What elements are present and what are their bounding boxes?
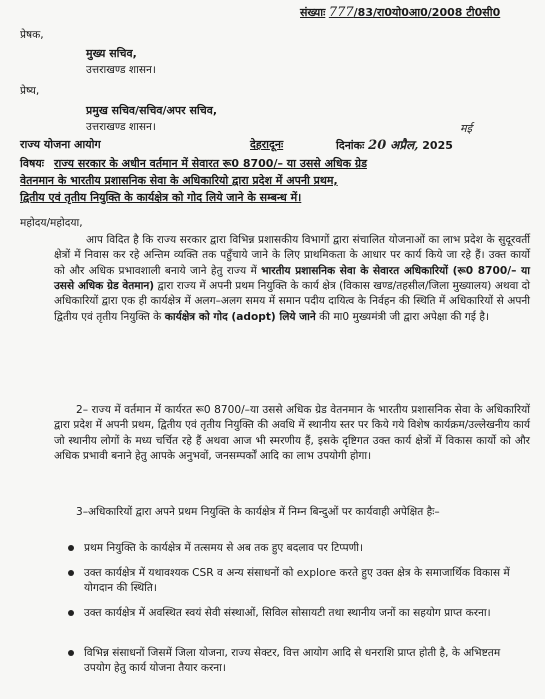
ref-handwritten: 777 bbox=[328, 5, 354, 20]
bullet-dot-icon bbox=[68, 570, 74, 576]
paragraph-3: 3–अधिकारियों द्वारा अपने प्रथम नियुक्ति के कार्यक्षेत्र में निम्न बिन्दुओं पर कार्यवाही अपेक्षित हैः– bbox=[76, 506, 440, 518]
bullet-dot-icon bbox=[68, 610, 74, 616]
recipient-label: प्रेष्य, bbox=[20, 85, 40, 97]
sender-org: उत्तराखण्ड शासन। bbox=[86, 64, 156, 76]
sender-title: मुख्य सचिव, bbox=[86, 47, 137, 60]
recipient-title: प्रमुख सचिव/सचिव/अपर सचिव, bbox=[86, 104, 218, 117]
date bbox=[336, 137, 453, 156]
bullet-item-3: उक्त कार्यक्षेत्र में अवस्थित स्वयं सेवी संस्थाओं, सिविल सोसायटी तथा स्थानीय जनों का सहयोग प्राप्त करना। bbox=[84, 606, 530, 621]
date-day: 20 bbox=[368, 138, 387, 153]
subject-line-3: द्वितीय एवं तृतीय नियुक्ति के कार्यक्षेत्र को गोद लिये जाने के सम्बन्ध में। bbox=[20, 191, 302, 204]
bullet-item-4: विभिन्न संसाधनों जिसमें जिला योजना, राज्य सेक्टर, वित्त आयोग आदि से धनराशि प्राप्त होती है, के अभिष्टतम उपयोग हेतु कार्य योजना तैयार करना। bbox=[84, 646, 530, 677]
department: राज्य योजना आयोग bbox=[20, 138, 101, 151]
bullet-item-1: प्रथम नियुक्ति के कार्यक्षेत्र में तत्समय से अब तक हुए बदलाव पर टिप्पणी। bbox=[84, 541, 530, 556]
ref-rest: /83/रा0यो0आ0/2008 टी0सी0 bbox=[353, 6, 501, 19]
para1-bold-2: कार्यक्षेत्र को गोद (adopt) लिये जाने bbox=[164, 310, 316, 323]
para1-text-2: द्वारा राज्य में अपनी प्रथम नियुक्ति के कार्य क्षेत्र (विकास खण्ड/तहसील/जिला मुख्यालय) अथवा दो अधिकारियों द्वारा एक ही कार्यक्षेत्र में अलग–अलग समय में समान पदीय दायित्व के निर्वहन की स्थिति में अधिकारियों से अपनी द्वितीय एवं तृतीय नियुक्ति के bbox=[54, 280, 530, 323]
reference-number bbox=[300, 4, 500, 23]
ref-label: संख्याः bbox=[300, 6, 326, 19]
bullet-dot-icon bbox=[68, 650, 74, 656]
date-handwritten-above: मई bbox=[460, 122, 472, 135]
sender-label: प्रेषक, bbox=[20, 29, 44, 41]
date-year: 2025 bbox=[422, 139, 453, 152]
subject-line-2: वेतनमान के भारतीय प्रशासनिक सेवा के अधिकारियो द्वारा प्रदेश में अपनी प्रथम, bbox=[20, 174, 338, 187]
recipient-org: उत्तराखण्ड शासन। bbox=[86, 121, 156, 133]
bullet-item-2: उक्त कार्यक्षेत्र में यथावश्यक CSR व अन्य संसाधनों को explore करते हुए उक्त क्षेत्र के समाजार्थिक विकास में योगदान की स्थिति। bbox=[84, 566, 530, 597]
para1-text-3: की मा0 मुख्यमंत्री जी द्वारा अपेक्षा की गई है। bbox=[315, 310, 489, 323]
para1-text-1: आप विदित है कि राज्य सरकार द्वारा विभिन्न प्रशासकीय विभागों द्वारा संचालित योजनाओं का लाभ प्रदेश के सुदूरवर्ती क्षेत्रों में निवास कर रहे अन्तिम व्यक्ति तक पहुँचाये जाने के लिए प्राथमिकता के आधार पर कार्य किये जा रहे हैं। उक्त कार्यो को और अधिक प्रभावशाली बनाये जाने हेतु राज्य में bbox=[54, 234, 530, 277]
subject-line-1: राज्य सरकार के अधीन वर्तमान में सेवारत रू0 8700/– या उससे अधिक ग्रेड bbox=[54, 157, 367, 170]
place: देहरादूनः bbox=[250, 138, 284, 151]
paragraph-2: 2– राज्य में वर्तमान में कार्यरत रू0 8700/–या उससे अधिक ग्रेड वेतनमान के भारतीय प्रशासनिक सेवा के अधिकारियों द्वारा प्रदेश में अपनी प्रथम, द्वितीय एवं तृतीय नियुक्ति की अवधि में स्थानीय स्तर पर किये गये विशेष कार्यक्रम/उल्लेखनीय कार्य जो स्थानीय लोगों के मध्य चर्चित रहे हैं अथवा आज भी स्मरणीय हैं, इसके दृष्टिगत उक्त कार्य क्षेत्रों में विकास कार्यो को और अधिक प्रभावी बनाने हेतु आपके अनुभवों, जनसम्पर्कों आदि का लाभ उपयोगी होगा। bbox=[54, 404, 530, 463]
salutation: महोदय/महोदया, bbox=[20, 217, 83, 229]
date-month: अप्रैल, bbox=[390, 138, 419, 152]
bullet-dot-icon bbox=[68, 545, 74, 551]
para1-bold-1: भारतीय प्रशासनिक सेवा के सेवारत अधिकारियों (रू0 8700/– या उससे अधिक ग्रेड वेतमान) bbox=[54, 264, 530, 293]
paragraph-1 bbox=[54, 233, 530, 325]
date-label: दिनांकः bbox=[336, 139, 365, 152]
subject-label: विषयः bbox=[20, 157, 44, 170]
